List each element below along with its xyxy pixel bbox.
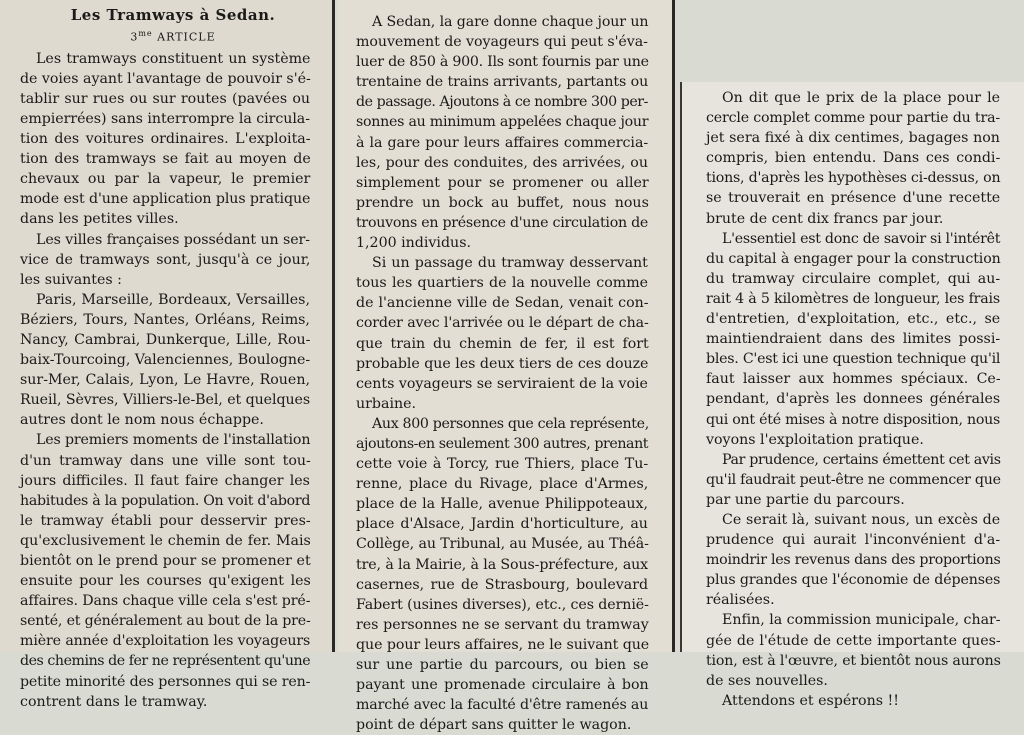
text-line: autres dont le nom nous échappe. [20, 412, 264, 429]
text-line: A Sedan, la gare donne chaque jour un [372, 14, 649, 30]
column-2-body [356, 12, 664, 735]
text-line: qu'il faudrait peut-être ne commencer que [706, 471, 1001, 488]
column-3 [682, 82, 1024, 709]
text-line: L'essentiel est donc de savoir si l'intérêt [722, 230, 1001, 247]
subtitle-word: ARTICLE [157, 30, 216, 44]
text-line: Si un passage du tramway desservant [372, 255, 648, 272]
text-line: renne, place du Rivage, place d'Armes, [356, 476, 649, 493]
text-line: qui ont été mises à notre disposition, nous [706, 411, 1001, 428]
text-line: rait 4 à 5 kilomètres de longueur, les frais [706, 290, 1000, 307]
text-line: se trouverait en présence d'une recette [706, 190, 1001, 207]
text-line: probable que les deux tiers de ces douze [356, 355, 649, 372]
text-line: payant une promenade circulaire à bon [356, 677, 649, 694]
paragraph [20, 430, 326, 711]
text-line: les, pour des conduites, des arrivées, ou [356, 154, 648, 171]
paragraph [20, 290, 326, 431]
text-line: Collège, au Tribunal, au Musée, au Théâ- [356, 536, 649, 553]
text-line: baix-Tourcoing, Valenciennes, Boulogne- [20, 352, 311, 369]
text-line: par une partie du parcours. [706, 491, 905, 508]
text-line: de passage. Ajoutons à ce nombre 300 per- [356, 94, 648, 111]
column-1 [0, 0, 332, 710]
text-line: Rueil, Sèvres, Villiers-le-Bel, et quelques [20, 392, 311, 409]
text-line: brute de cent dix francs par jour. [706, 210, 944, 227]
text-line: jours difficiles. Il faut faire changer les [20, 472, 310, 489]
text-line: d'un tramway dans une ville sont tou- [20, 452, 311, 469]
text-line: sur une partie du parcours, ou bien se [356, 657, 649, 673]
paragraph [356, 414, 664, 735]
text-line: cette voie à Torcy, rue Thiers, place Tu- [356, 456, 649, 473]
text-line: Fabert (usines diverses), etc., ces dernië- [356, 596, 649, 613]
text-line: Les villes françaises possédant un ser- [36, 231, 310, 248]
text-line: moindrir les revenus dans des proportions [706, 552, 1001, 569]
text-line: faut laisser aux hommes spéciaux. Ce- [706, 371, 1001, 388]
text-line: Nancy, Cambrai, Dunkerque, Lille, Rou- [20, 331, 311, 348]
text-line: compris, bien entendu. Dans ces condi- [706, 150, 1001, 167]
text-line: Attendons et espérons !! [722, 692, 899, 709]
column-divider [672, 0, 675, 652]
text-line: tablir sur rues ou sur routes (pavées ou [20, 90, 311, 107]
text-line: Béziers, Tours, Nantes, Orléans, Reims, [20, 311, 310, 328]
text-line: Aux 800 personnes que cela représente, [372, 415, 649, 432]
text-line: à la gare pour leurs affaires commercia- [356, 134, 649, 151]
text-line: tions, d'après les hypothèses ci-dessus, on [706, 170, 1001, 187]
text-line: des chemins de fer ne représentent qu'une [20, 653, 311, 670]
column-divider [332, 0, 335, 652]
text-line: voyons l'exploitation pratique. [706, 431, 924, 448]
text-line: Paris, Marseille, Bordeaux, Versailles, [36, 291, 310, 308]
text-line: place de la Halle, avenue Philippoteaux, [356, 496, 649, 513]
text-line: point de départ sans quitter le wagon. [356, 717, 632, 734]
paragraph [20, 230, 326, 290]
paragraph [20, 49, 326, 230]
text-line: Les tramways constituent un système [36, 50, 311, 67]
text-line: Enfin, la commission municipale, char- [722, 612, 1001, 629]
text-line: simplement pour se promener ou aller [356, 174, 649, 191]
text-line: dans les petites villes. [20, 211, 179, 228]
text-line: du capital à engager pour la construction [706, 250, 1001, 267]
text-line: Les premiers moments de l'installation [36, 432, 311, 449]
column-3-body [706, 88, 1016, 711]
text-line: luer de 850 à 900. Ils sont fournis par une [356, 54, 649, 71]
text-line: de voies ayant l'avantage de pouvoir s'é- [20, 70, 311, 87]
text-line: Par prudence, certains émettent cet avis [722, 451, 1001, 468]
text-line: le tramway établi pour desservir pres- [20, 512, 311, 529]
article-subtitle [20, 25, 326, 46]
paragraph [706, 450, 1016, 510]
column-1-body [20, 49, 326, 712]
text-line: habitudes à la population. On voit d'abord [20, 492, 311, 509]
text-line: Ce serait là, suivant nous, un excès de [722, 511, 1001, 528]
text-line: bientôt on le prend pour se promener et [20, 553, 311, 569]
text-line: senté, et généralement au bout de la pre- [20, 613, 311, 630]
article-title: Les Tramways à Sedan. [70, 6, 276, 24]
subtitle-ordinal: me [138, 29, 153, 38]
text-line: casernes, rue de Strasbourg, boulevard [356, 576, 649, 593]
subtitle-number: 3 [130, 30, 139, 44]
text-line: petite minorité des personnes qui se ren- [20, 673, 311, 690]
text-line: qu'exclusivement le chemin de fer. Mais [20, 532, 311, 549]
text-line: tion des voitures ordinaires. L'exploita- [20, 131, 311, 148]
text-line: ajoutons-en seulement 300 autres, prenant [356, 435, 649, 452]
text-line: que train du chemin de fer, il est fort [356, 335, 649, 352]
text-line: mière année d'exploitation les voyageurs [20, 633, 311, 650]
text-line: On dit que le prix de la place pour le [722, 90, 1000, 106]
text-line: de ses nouvelles. [706, 672, 828, 689]
text-line: affaires. Dans chaque ville cela s'est pré- [20, 593, 311, 610]
text-line: cents voyageurs se serviraient de la voie [356, 375, 648, 392]
text-line: sonnes au minimum appelées chaque jour [356, 114, 649, 131]
text-line: urbaine. [356, 395, 417, 412]
text-line: gée de l'étude de cette importante ques- [706, 632, 1001, 649]
text-line: jet sera fixé à dix centimes, bagages non [706, 130, 1000, 147]
text-line: vice de tramways sont, jusqu'à ce jour, [20, 251, 311, 268]
text-line: 1,200 individus. [356, 235, 471, 252]
text-line: marché avec la faculté d'être ramenés au [356, 697, 649, 714]
text-line: prudence qui aurait l'inconvénient d'a- [706, 532, 1001, 549]
text-line: tion des tramways se fait au moyen de [20, 151, 311, 168]
paragraph [706, 691, 1016, 711]
text-line: tion, est à l'œuvre, et bientôt nous aurons [706, 652, 1001, 669]
column-2 [338, 0, 672, 734]
text-line: les suivantes : [20, 271, 122, 288]
text-line: bles. C'est ici une question technique qu'il [706, 351, 1001, 368]
paragraph [356, 12, 664, 253]
text-line: cercle complet comme pour partie du tra- [706, 110, 1000, 127]
text-line: tous les quartiers de la nouvelle comme [356, 275, 649, 292]
text-line: mouvement de voyageurs qui peut s'éva- [356, 34, 648, 51]
text-line: de l'ancienne ville de Sedan, venait con- [356, 295, 649, 312]
paragraph [706, 610, 1016, 690]
paragraph [356, 253, 664, 414]
text-line: tre, à la Mairie, à la Sous-préfecture, aux [356, 556, 649, 573]
text-line: empierrées) sans interrompre la circula- [20, 110, 310, 127]
paragraph [706, 88, 1016, 229]
text-line: prendre un bock au buffet, nous nous [356, 194, 649, 211]
text-line: mode est d'une application plus pratique [20, 191, 311, 208]
text-line: d'entretien, d'exploitation, etc., etc., se [706, 311, 1001, 328]
paragraph [706, 510, 1016, 610]
text-line: réalisées. [706, 592, 775, 609]
text-line: place d'Alsace, Jardin d'horticulture, au [356, 516, 648, 533]
text-line: du tramway circulaire complet, qui au- [706, 270, 1001, 287]
text-line: trouvons en présence d'une circulation de [356, 214, 649, 231]
text-line: sur-Mer, Calais, Lyon, Le Havre, Rouen, [20, 372, 310, 389]
text-line: plus grandes que l'économie de dépenses [706, 572, 1001, 589]
text-line: ensuite pour les courses qu'exigent les [20, 573, 311, 590]
text-line: que pour leurs affaires, ne le suivant que [356, 636, 650, 653]
text-line: maintiendraient dans des limites possi- [706, 331, 1001, 348]
paragraph [706, 229, 1016, 450]
text-line: pendant, d'après les donnees générales [706, 391, 1001, 408]
text-line: contrent dans le tramway. [20, 693, 208, 710]
text-line: trentaine de trains arrivants, partants ou [356, 74, 649, 91]
text-line: res personnes ne se servant du tramway [356, 616, 649, 633]
text-line: chevaux ou par la vapeur, le premier [20, 171, 311, 188]
text-line: corder avec l'arrivée ou le départ de cha- [356, 315, 649, 332]
